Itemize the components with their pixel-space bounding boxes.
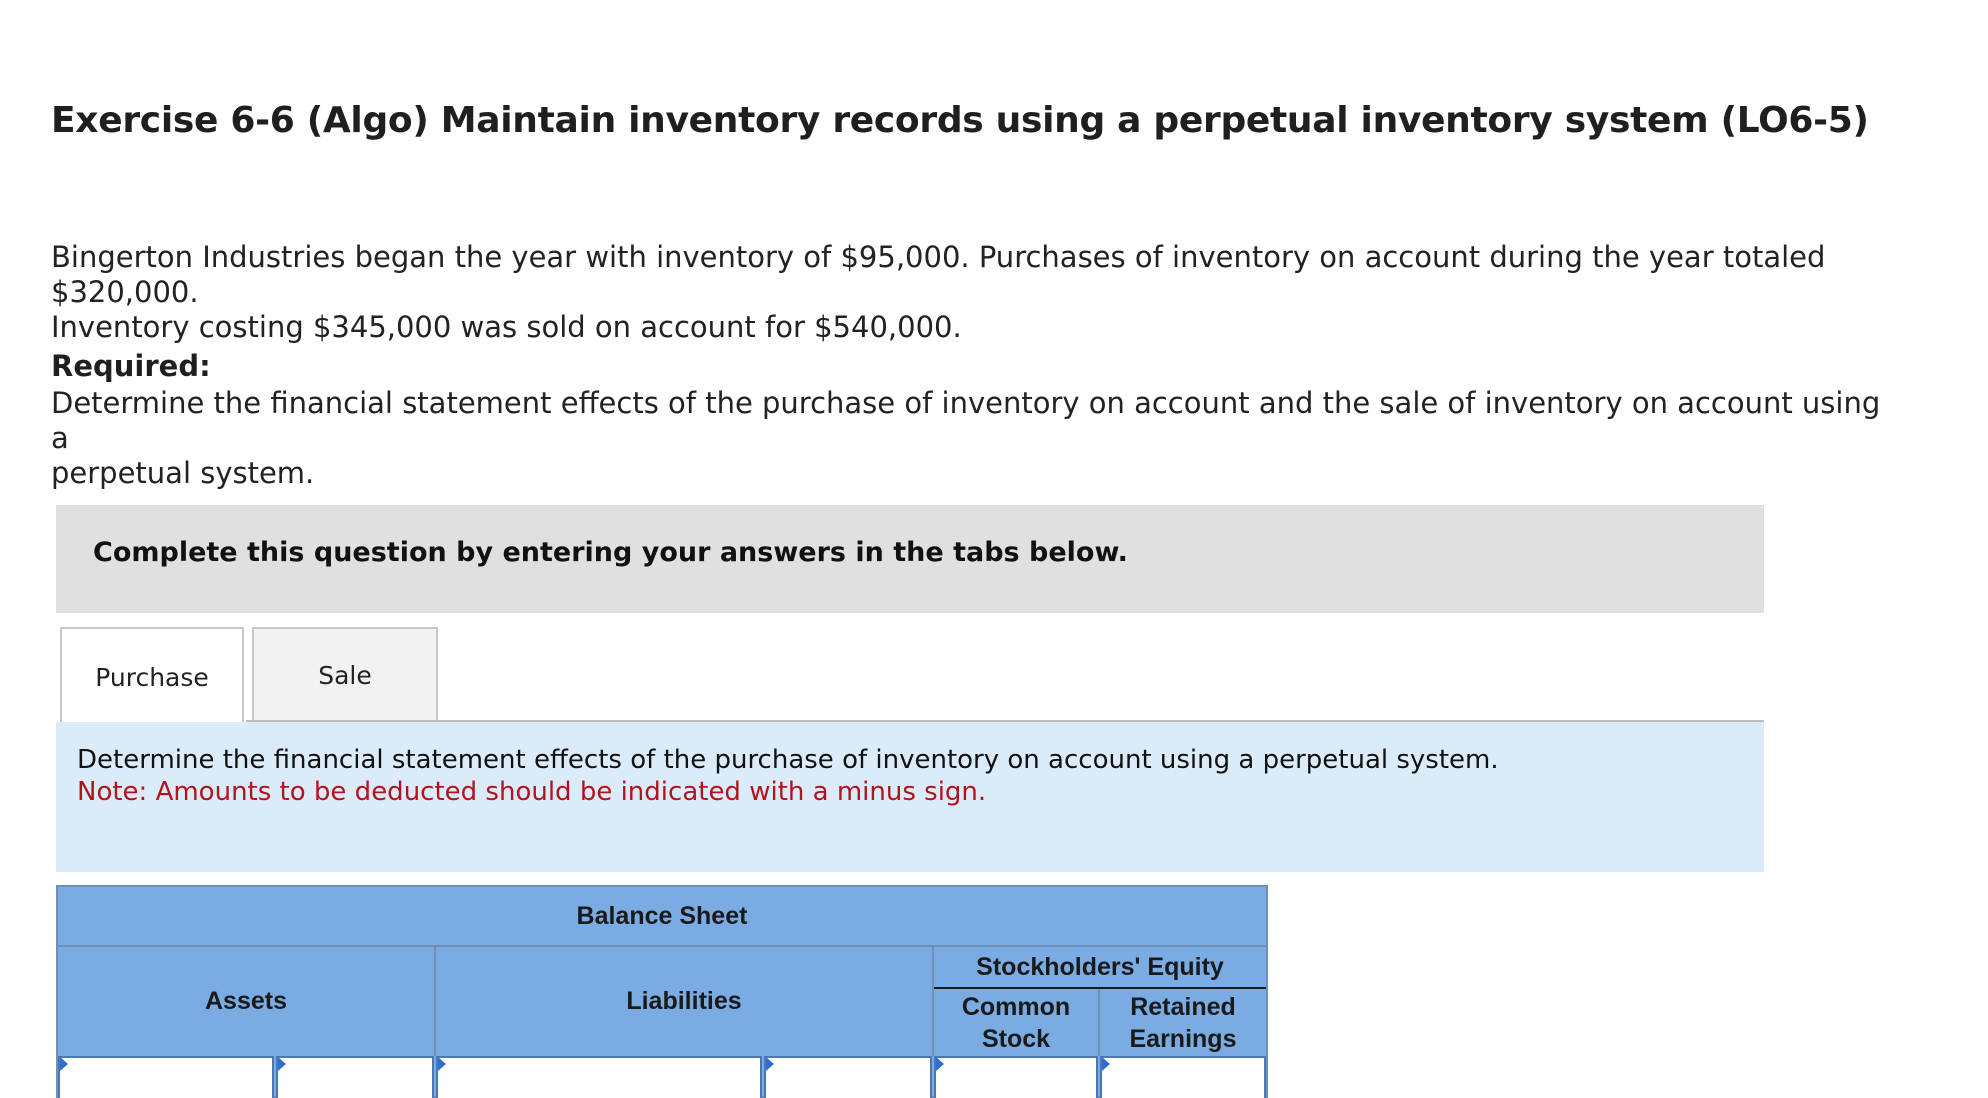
retained-earnings-line-2: Earnings [1129, 1024, 1237, 1053]
panel-note: Note: Amounts to be deducted should be indicated with a minus sign. [77, 777, 987, 807]
common-stock-input[interactable] [934, 1056, 1098, 1098]
problem-intro-line-1: Bingerton Industries began the year with inventory of $95,000. Purchases of inventory on account during the year totaled $320,000. [51, 240, 1826, 309]
balance-sheet-title: Balance Sheet [576, 901, 748, 930]
retained-earnings-line-1: Retained [1130, 992, 1236, 1021]
problem-intro [51, 240, 1931, 345]
tab-sale-label: Sale [318, 660, 372, 690]
input-marker-icon [438, 1057, 446, 1071]
input-marker-icon [766, 1057, 774, 1071]
common-stock-line-2: Stock [981, 1024, 1051, 1053]
tab-purchase-label: Purchase [95, 662, 209, 692]
input-marker-icon [60, 1057, 68, 1071]
panel-description: Determine the financial statement effects of the purchase of inventory on account using a perpetual system. [77, 745, 1499, 775]
column-header-stockholders-equity: Stockholders' Equity [976, 952, 1224, 981]
liabilities-amount-input[interactable] [764, 1056, 932, 1098]
required-text-line-2: perpetual system. [51, 456, 315, 490]
page-title: Exercise 6-6 (Algo) Maintain inventory records using a perpetual inventory system (LO6-5) [51, 100, 1869, 141]
instruction-text: Complete this question by entering your answers in the tabs below. [93, 537, 1128, 568]
instruction-box [56, 505, 1764, 613]
input-marker-icon [936, 1057, 944, 1071]
liabilities-account-input[interactable] [436, 1056, 762, 1098]
required-label: Required: [51, 349, 211, 383]
balance-sheet-table [56, 885, 1268, 1098]
column-header-common-stock [934, 989, 1098, 1056]
tab-sale[interactable] [252, 627, 438, 723]
required-text-line-1: Determine the financial statement effects of the purchase of inventory on account and the sale of inventory on account using a [51, 386, 1881, 455]
problem-intro-line-2: Inventory costing $345,000 was sold on account for $540,000. [51, 310, 962, 344]
tab-purchase[interactable] [60, 627, 244, 725]
tab-panel [56, 722, 1764, 872]
column-header-liabilities: Liabilities [626, 987, 742, 1015]
input-marker-icon [278, 1057, 286, 1071]
column-header-assets: Assets [205, 987, 287, 1015]
required-text [51, 386, 1901, 491]
input-marker-icon [1102, 1057, 1110, 1071]
assets-amount-input[interactable] [276, 1056, 434, 1098]
common-stock-line-1: Common [961, 992, 1071, 1021]
column-header-retained-earnings [1100, 989, 1266, 1056]
assets-account-input[interactable] [58, 1056, 274, 1098]
retained-earnings-input[interactable] [1100, 1056, 1266, 1098]
